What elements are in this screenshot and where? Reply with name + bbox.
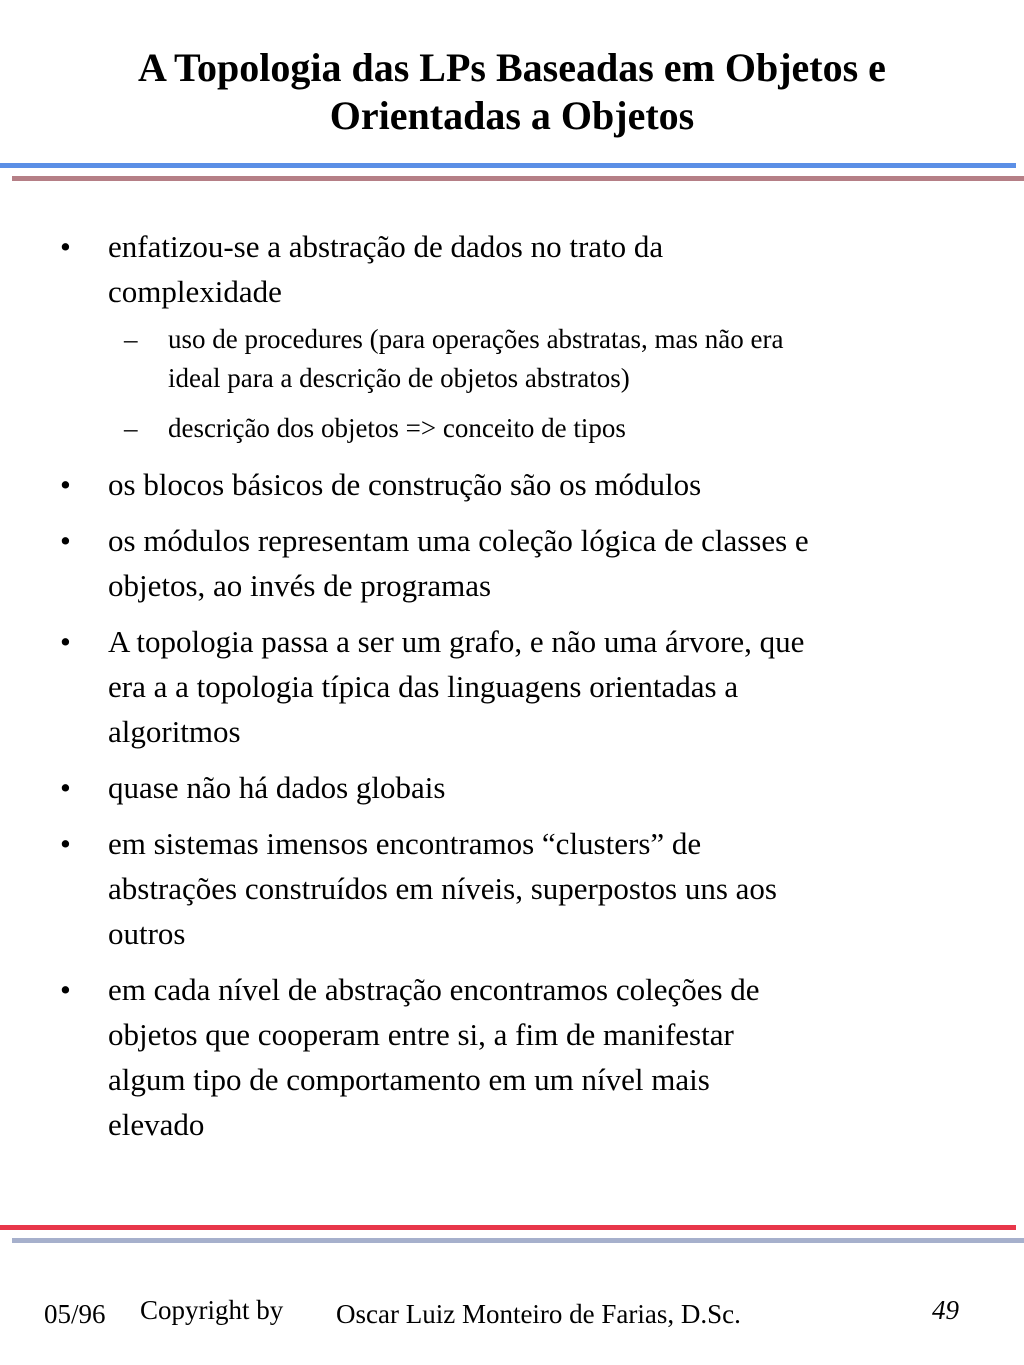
bullet-line: complexidade — [108, 274, 282, 309]
sub-bullet-item — [0, 320, 1024, 398]
header-rule-mauve — [12, 176, 1024, 181]
footer-author: Oscar Luiz Monteiro de Farias, D.Sc. — [336, 1299, 741, 1329]
bullet-item — [0, 619, 1024, 754]
bullet-line: em cada nível de abstração encontramos coleções de — [108, 972, 760, 1007]
bullet-item — [0, 967, 1024, 1147]
bullet-marker: • — [60, 624, 71, 659]
bullet-item — [0, 765, 1024, 810]
bullet-line: A topologia passa a ser um grafo, e não uma árvore, que — [108, 624, 805, 659]
bullet-line: algoritmos — [108, 714, 241, 749]
bullet-item — [0, 518, 1024, 608]
sub-bullet-item — [0, 409, 1024, 448]
bullet-item — [0, 224, 1024, 314]
sub-bullet-line: descrição dos objetos => conceito de tipos — [168, 413, 626, 443]
bullet-marker: • — [60, 523, 71, 558]
bullet-line: elevado — [108, 1107, 205, 1142]
footer-rule-red — [0, 1225, 1016, 1230]
sub-bullet-line: uso de procedures (para operações abstratas, mas não era — [168, 324, 784, 354]
bullet-line: algum tipo de comportamento em um nível mais — [108, 1062, 710, 1097]
bullet-marker: • — [60, 826, 71, 861]
slide-title-line-1: A Topologia das LPs Baseadas em Objetos e — [138, 45, 886, 90]
bullet-line: os módulos representam uma coleção lógica de classes e — [108, 523, 809, 558]
bullet-line: abstrações construídos em níveis, superpostos uns aos — [108, 871, 777, 906]
bullet-marker: • — [60, 467, 71, 502]
bullet-line: objetos, ao invés de programas — [108, 568, 492, 603]
bullet-line: os blocos básicos de construção são os módulos — [108, 467, 702, 502]
bullet-line: em sistemas imensos encontramos “clusters” de — [108, 826, 702, 861]
sub-bullet-marker: – — [124, 324, 138, 354]
footer-copyright: Copyright by — [140, 1295, 284, 1325]
sub-bullet-line: ideal para a descrição de objetos abstratos) — [168, 363, 630, 393]
bullet-marker: • — [60, 770, 71, 805]
slide-title — [0, 44, 1024, 140]
bullet-line: enfatizou-se a abstração de dados no trato da — [108, 229, 664, 264]
footer-rule-gray — [12, 1238, 1024, 1243]
bullet-line: outros — [108, 916, 186, 951]
footer-date: 05/96 — [44, 1299, 106, 1329]
bullet-item — [0, 821, 1024, 956]
bullet-line: quase não há dados globais — [108, 770, 446, 805]
bullet-marker: • — [60, 972, 71, 1007]
bullet-item — [0, 462, 1024, 507]
sub-bullet-marker: – — [124, 413, 138, 443]
bullet-line: era a a topologia típica das linguagens orientadas a — [108, 669, 739, 704]
slide-title-line-2: Orientadas a Objetos — [329, 93, 695, 138]
page-number: 49 — [932, 1295, 959, 1325]
bullet-line: objetos que cooperam entre si, a fim de manifestar — [108, 1017, 734, 1052]
header-rule-blue — [0, 163, 1016, 168]
bullet-marker: • — [60, 229, 71, 264]
bullet-list — [0, 224, 1024, 1147]
